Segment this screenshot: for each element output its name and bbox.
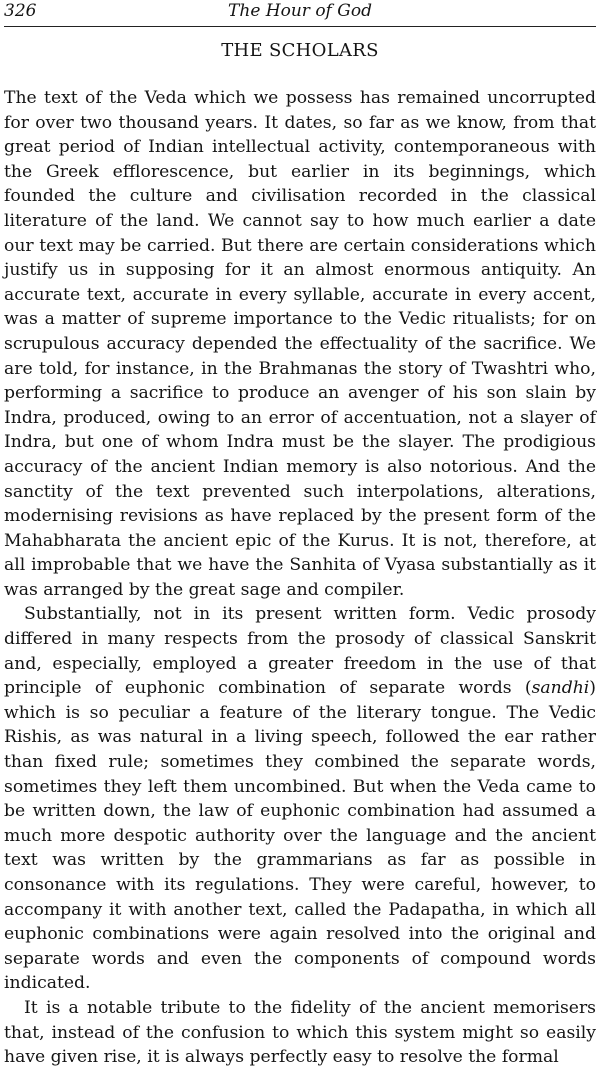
header-rule: [4, 26, 596, 27]
chapter-title: THE SCHOLARS: [221, 40, 379, 61]
paragraph-2-part-2: ) which is so peculiar a feature of the literary tongue. The Vedic Rishis, as was natural in a living speech, followed the ear rather than fixed rule; sometimes they combined the separate words, sometimes they left them uncombined. But when the Veda came to be written down, the law of euphonic combination had assumed a much more despotic authority over the language and the ancient text was written by the grammarians as far as possible in consonance with its regulations. They were careful, however, to accompany it with another text, called the Padapatha, in which all euphonic combinations were again resolved into the original and separate words and even the components of compound words indicated.: [4, 678, 596, 994]
running-title: The Hour of God: [228, 1, 372, 21]
paragraph-2-part-1: Substantially, not in its present written form. Vedic prosody differed in many respects from the prosody of classical Sanskrit and, especially, employed a greater freedom in the use of that principle of euphonic combination of separate words (: [4, 604, 596, 699]
body-text: [4, 86, 596, 1070]
page-number: 326: [4, 1, 37, 21]
paragraph-2: [4, 602, 596, 996]
paragraph-3: It is a notable tribute to the fidelity of the ancient memorisers that, instead of the confusion to which this system might so easily have given rise, it is always perfectly easy to resolve the formal: [4, 997, 596, 1068]
paragraph-1: The text of the Veda which we possess has remained uncorrupted for over two thousand years. It dates, so far as we know, from that great period of Indian intellectual activity, contemporaneous with the Greek efflorescence, but earlier in its beginnings, which founded the culture and civilisation recorded in the classical literature of the land. We cannot say to how much earlier a date our text may be carried. But there are certain considerations which justify us in supposing for it an almost enormous antiquity. An accurate text, accurate in every syllable, accurate in every accent, was a matter of supreme importance to the Vedic ritualists; for on scrupulous accuracy depended the effectuality of the sacrifice. We are told, for instance, in the Brahmanas the story of Twashtri who, performing a sacrifice to produce an avenger of his son slain by Indra, produced, owing to an error of accentuation, not a slayer of Indra, but one of whom Indra must be the slayer. The prodigious accuracy of the ancient Indian memory is also notorious. And the sanctity of the text prevented such interpolations, alterations, modernising revisions as have replaced by the present form of the Mahabharata the ancient epic of the Kurus. It is not, therefore, at all improbable that we have the Sanhita of Vyasa substantially as it was arranged by the great sage and compiler.: [4, 88, 596, 600]
sandhi-term: sandhi: [531, 678, 590, 699]
